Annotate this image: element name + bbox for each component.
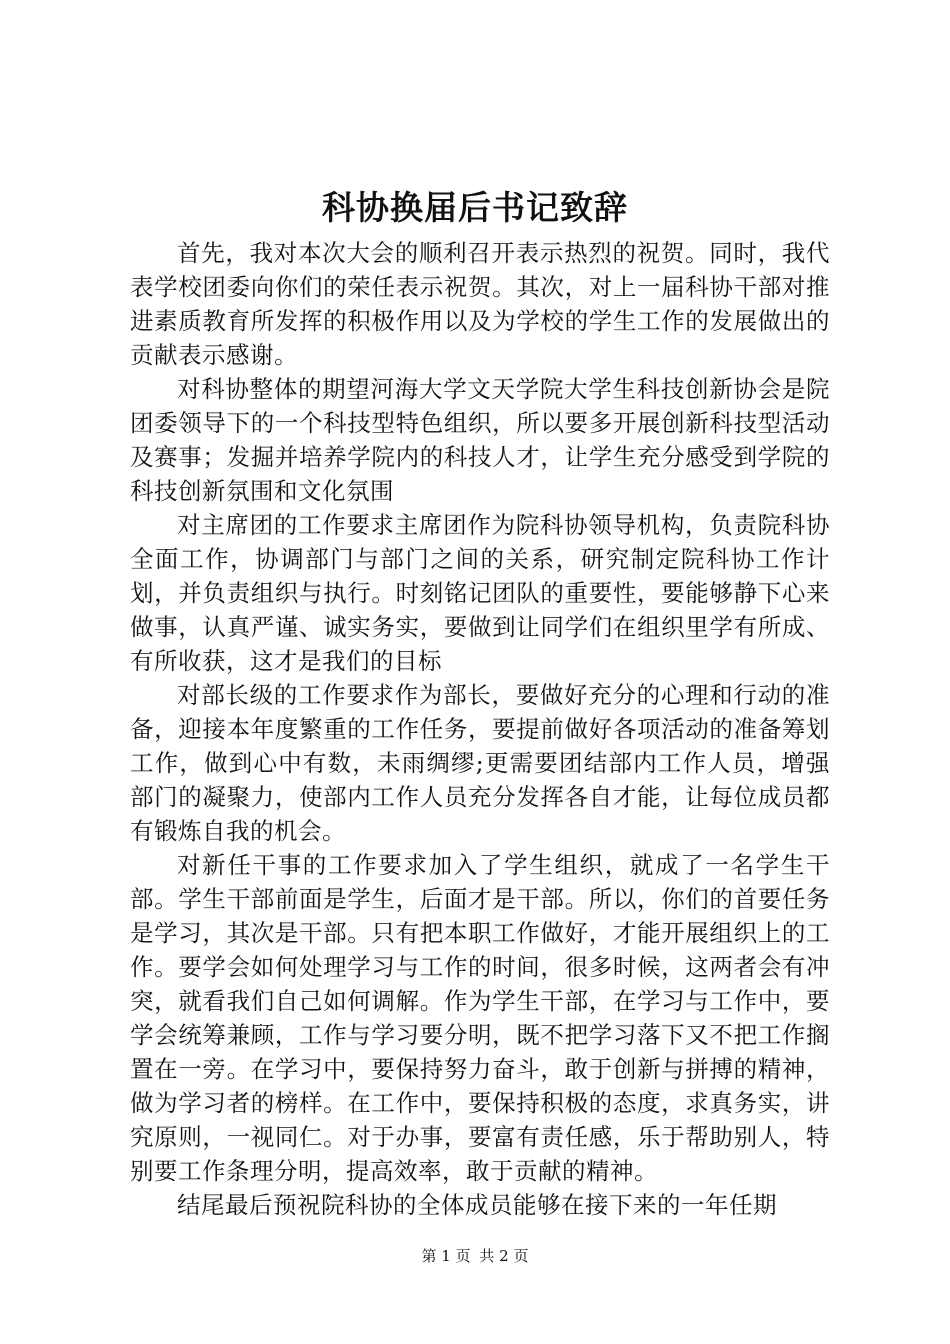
paragraph-closing: 结尾最后预祝院科协的全体成员能够在接下来的一年任期: [177, 1191, 777, 1219]
document-title: 科协换届后书记致辞: [322, 188, 628, 227]
page-total: 共 2 页: [479, 1247, 529, 1265]
paragraph-association-expectations: 对科协整体的期望河海大学文天学院大学生科技创新协会是院团委领导下的一个科技型特色组织，所以要多开展创新科技型活动及赛事；发掘并培养学院内的科技人才，让学生充分感受到学院的科技创新氛围和文化氛围: [130, 375, 830, 505]
document-body: [130, 236, 830, 1222]
paragraph-opening: 首先，我对本次大会的顺利召开表示热烈的祝贺。同时，我代表学校团委向你们的荣任表示祝贺。其次，对上一届科协干部对推进素质教育所发挥的积极作用以及为学校的学生工作的发展做出的贡献表示感谢。: [130, 239, 830, 369]
paragraph-officer-requirements: 对新任干事的工作要求加入了学生组织，就成了一名学生干部。学生干部前面是学生，后面才是干部。所以，你们的首要任务是学习，其次是干部。只有把本职工作做好，才能开展组织上的工作。要学会如何处理学习与工作的时间，很多时候，这两者会有冲突，就看我们自己如何调解。作为学生干部，在学习与工作中，要学会统筹兼顾，工作与学习要分明，既不把学习落下又不把工作搁置在一旁。在学习中，要保持努力奋斗，敢于创新与拼搏的精神，做为学习者的榜样。在工作中，要保持积极的态度，求真务实，讲究原则，一视同仁。对于办事，要富有责任感，乐于帮助别人，特别要工作条理分明，提高效率，敢于贡献的精神。: [130, 851, 830, 1185]
paragraph-minister-requirements: 对部长级的工作要求作为部长，要做好充分的心理和行动的准备，迎接本年度繁重的工作任务，要提前做好各项活动的准备筹划工作，做到心中有数，未雨绸缪;更需要团结部内工作人员，增强部门的凝聚力，使部内工作人员充分发挥各自才能，让每位成员都有锻炼自我的机会。: [130, 681, 830, 845]
page-number: 第 1 页: [421, 1247, 471, 1265]
paragraph-presidium-requirements: 对主席团的工作要求主席团作为院科协领导机构，负责院科协全面工作，协调部门与部门之间的关系，研究制定院科协工作计划，并负责组织与执行。时刻铭记团队的重要性，要能够静下心来做事，认真严谨、诚实务实，要做到让同学们在组织里学有所成、有所收获，这才是我们的目标: [130, 511, 830, 675]
page-footer: [0, 1246, 950, 1266]
